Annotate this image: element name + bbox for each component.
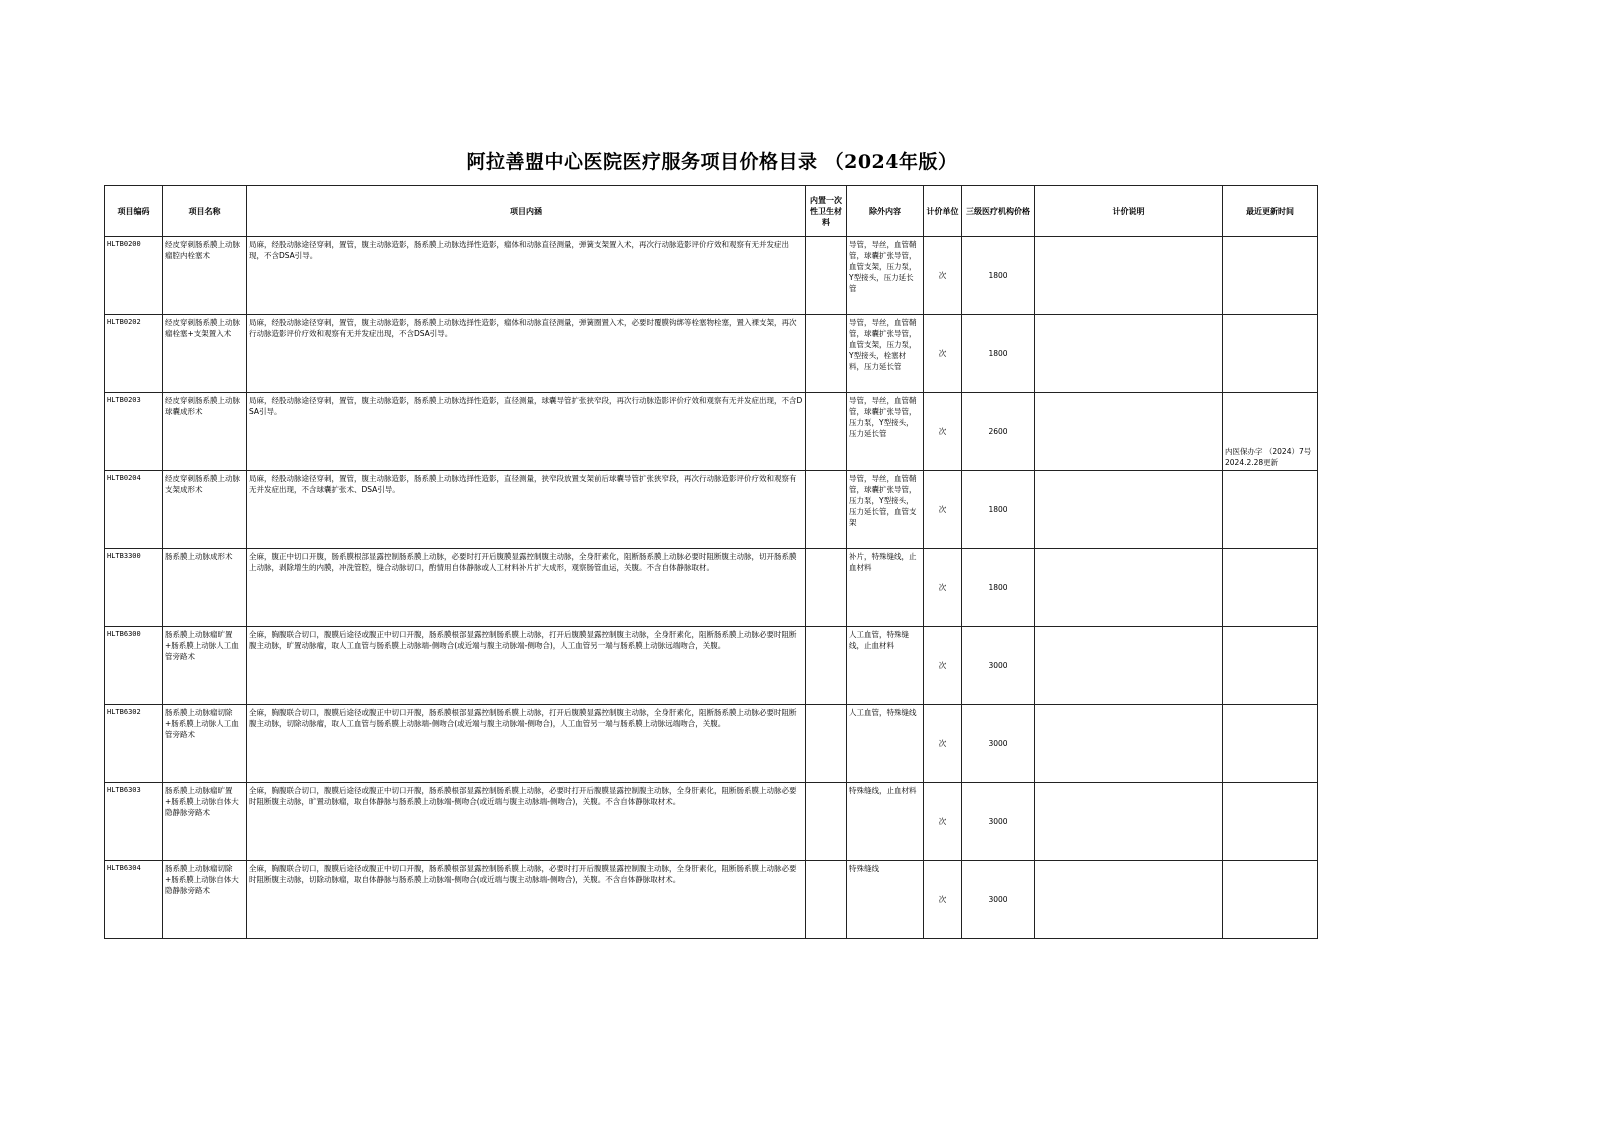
table-row [105, 705, 1318, 783]
table-row [105, 315, 1318, 393]
header-pricing-note: 计价说明 [1035, 186, 1223, 237]
cell-code: HLTB6304 [105, 861, 163, 939]
cell-updated [1223, 549, 1318, 627]
cell-code: HLTB0202 [105, 315, 163, 393]
cell-unit: 次 [924, 627, 962, 705]
cell-price: 2600 [962, 393, 1035, 471]
cell-content: 全麻，胸腹联合切口，腹膜后途径或腹正中切口开腹，肠系膜根部显露控制肠系膜上动脉，必要时打开后腹膜显露控制腹主动脉，全身肝素化，阻断肠系膜上动脉必要时阻断腹主动脉，旷置动脉瘤，取自体静脉与肠系膜上动脉端-侧吻合(或近端与腹主动脉端-侧吻合)，关腹。不含自体静脉取材术。 [247, 783, 806, 861]
cell-materials [806, 705, 847, 783]
cell-exclusions: 导管，导丝，血管鞘管，球囊扩张导管，压力泵，Y型接头，压力延长管 [847, 393, 924, 471]
cell-content: 全麻，胸腹联合切口，腹膜后途径或腹正中切口开腹，肠系膜根部显露控制肠系膜上动脉，打开后腹膜显露控制腹主动脉，全身肝素化，阻断肠系膜上动脉必要时阻断腹主动脉，旷置动脉瘤，取人工血管与肠系膜上动脉端-侧吻合(或近端与腹主动脉端-侧吻合)，人工血管另一端与肠系膜上动脉远端吻合，关腹。 [247, 627, 806, 705]
cell-price: 1800 [962, 315, 1035, 393]
cell-price: 3000 [962, 627, 1035, 705]
cell-exclusions: 人工血管，特殊缝线 [847, 705, 924, 783]
cell-unit: 次 [924, 549, 962, 627]
header-unit: 计价单位 [924, 186, 962, 237]
cell-content: 全麻，腹正中切口开腹，肠系膜根部显露控制肠系膜上动脉，必要时打开后腹膜显露控制腹主动脉，全身肝素化，阻断肠系膜上动脉必要时阻断腹主动脉，切开肠系膜上动脉，剥除增生的内膜，冲洗管腔，缝合动脉切口，酌情用自体静脉或人工材料补片扩大成形，观察肠管血运，关腹。不含自体静脉取材。 [247, 549, 806, 627]
cell-pricing-note [1035, 393, 1223, 471]
header-price: 三级医疗机构价格 [962, 186, 1035, 237]
table-row [105, 861, 1318, 939]
cell-updated [1223, 783, 1318, 861]
table-row [105, 237, 1318, 315]
cell-code: HLTB3300 [105, 549, 163, 627]
cell-updated [1223, 627, 1318, 705]
table-header-row [105, 186, 1318, 237]
cell-materials [806, 861, 847, 939]
cell-content: 全麻，胸腹联合切口，腹膜后途径或腹正中切口开腹，肠系膜根部显露控制肠系膜上动脉，打开后腹膜显露控制腹主动脉，全身肝素化，阻断肠系膜上动脉必要时阻断腹主动脉，切除动脉瘤，取人工血管与肠系膜上动脉端-侧吻合(或近端与腹主动脉端-侧吻合)，人工血管另一端与肠系膜上动脉远端吻合，关腹。 [247, 705, 806, 783]
cell-pricing-note [1035, 627, 1223, 705]
cell-name: 经皮穿刺肠系膜上动脉球囊成形术 [163, 393, 247, 471]
cell-name: 经皮穿刺肠系膜上动脉瘤腔内栓塞术 [163, 237, 247, 315]
cell-updated [1223, 237, 1318, 315]
cell-pricing-note [1035, 315, 1223, 393]
cell-exclusions: 导管，导丝，血管鞘管，球囊扩张导管，压力泵，Y型接头，压力延长管，血管支架 [847, 471, 924, 549]
cell-code: HLTB6300 [105, 627, 163, 705]
cell-updated [1223, 861, 1318, 939]
cell-price: 3000 [962, 783, 1035, 861]
cell-code: HLTB0200 [105, 237, 163, 315]
cell-pricing-note [1035, 471, 1223, 549]
cell-price: 1800 [962, 471, 1035, 549]
cell-code: HLTB0203 [105, 393, 163, 471]
cell-updated [1223, 315, 1318, 393]
table-row [105, 549, 1318, 627]
cell-price: 1800 [962, 237, 1035, 315]
cell-materials [806, 783, 847, 861]
cell-materials [806, 315, 847, 393]
cell-unit: 次 [924, 783, 962, 861]
table-row [105, 783, 1318, 861]
cell-materials [806, 393, 847, 471]
cell-name: 肠系膜上动脉瘤切除+肠系膜上动脉人工血管旁路术 [163, 705, 247, 783]
cell-updated [1223, 705, 1318, 783]
header-content: 项目内涵 [247, 186, 806, 237]
cell-materials [806, 549, 847, 627]
header-updated: 最近更新时间 [1223, 186, 1318, 237]
header-materials: 内置一次性卫生材料 [806, 186, 847, 237]
cell-content: 全麻，胸腹联合切口，腹膜后途径或腹正中切口开腹，肠系膜根部显露控制肠系膜上动脉，必要时打开后腹膜显露控制腹主动脉，全身肝素化，阻断肠系膜上动脉必要时阻断腹主动脉，切除动脉瘤，取自体静脉与肠系膜上动脉端-侧吻合(或近端与腹主动脉端-侧吻合)，关腹。不含自体静脉取材术。 [247, 861, 806, 939]
cell-pricing-note [1035, 705, 1223, 783]
cell-exclusions: 补片，特殊缝线，止血材料 [847, 549, 924, 627]
cell-name: 肠系膜上动脉瘤切除+肠系膜上动脉自体大隐静脉旁路术 [163, 861, 247, 939]
cell-code: HLTB0204 [105, 471, 163, 549]
cell-exclusions: 导管，导丝，血管鞘管，球囊扩张导管，血管支架，压力泵，Y型接头，栓塞材料，压力延长管 [847, 315, 924, 393]
cell-exclusions: 人工血管，特殊缝线，止血材料 [847, 627, 924, 705]
cell-unit: 次 [924, 237, 962, 315]
cell-unit: 次 [924, 705, 962, 783]
cell-exclusions: 特殊缝线 [847, 861, 924, 939]
cell-price: 3000 [962, 705, 1035, 783]
cell-unit: 次 [924, 471, 962, 549]
cell-pricing-note [1035, 549, 1223, 627]
cell-updated: 内医保办字 （2024）7号 2024.2.28更新 [1223, 393, 1318, 471]
cell-content: 局麻，经股动脉途径穿刺，置管，腹主动脉造影，肠系膜上动脉选择性造影，瘤体和动脉直径测量，弹簧支架置入术，再次行动脉造影评价疗效和观察有无并发症出现，不含DSA引导。 [247, 237, 806, 315]
cell-unit: 次 [924, 393, 962, 471]
cell-materials [806, 237, 847, 315]
cell-exclusions: 导管，导丝，血管鞘管，球囊扩张导管，血管支架，压力泵，Y型接头，压力延长管 [847, 237, 924, 315]
header-exclusions: 除外内容 [847, 186, 924, 237]
cell-name: 肠系膜上动脉成形术 [163, 549, 247, 627]
cell-updated [1223, 471, 1318, 549]
table-row [105, 471, 1318, 549]
price-catalog-table [104, 185, 1318, 939]
cell-content: 局麻，经股动脉途径穿刺，置管，腹主动脉造影，肠系膜上动脉选择性造影，直径测量，狭窄段放置支架前后球囊导管扩张狭窄段，再次行动脉造影评价疗效和观察有无并发症出现，不含球囊扩张术、DSA引导。 [247, 471, 806, 549]
cell-name: 经皮穿刺肠系膜上动脉支架成形术 [163, 471, 247, 549]
cell-unit: 次 [924, 861, 962, 939]
page-title: 阿拉善盟中心医院医疗服务项目价格目录 （2024年版） [466, 151, 958, 173]
cell-code: HLTB6303 [105, 783, 163, 861]
header-code: 项目编码 [105, 186, 163, 237]
cell-materials [806, 627, 847, 705]
table-row [105, 627, 1318, 705]
cell-unit: 次 [924, 315, 962, 393]
cell-exclusions: 特殊缝线，止血材料 [847, 783, 924, 861]
cell-materials [806, 471, 847, 549]
cell-name: 肠系膜上动脉瘤旷置+肠系膜上动脉人工血管旁路术 [163, 627, 247, 705]
cell-name: 经皮穿刺肠系膜上动脉瘤栓塞+支架置入术 [163, 315, 247, 393]
cell-code: HLTB6302 [105, 705, 163, 783]
cell-price: 1800 [962, 549, 1035, 627]
cell-content: 局麻，经股动脉途径穿刺，置管，腹主动脉造影，肠系膜上动脉选择性造影，直径测量，球囊导管扩张狭窄段，再次行动脉造影评价疗效和观察有无并发症出现，不含DSA引导。 [247, 393, 806, 471]
cell-pricing-note [1035, 861, 1223, 939]
cell-pricing-note [1035, 237, 1223, 315]
cell-content: 局麻，经股动脉途径穿刺，置管，腹主动脉造影，肠系膜上动脉选择性造影，瘤体和动脉直径测量，弹簧圈置入术，必要时覆膜钩绑等栓塞物栓塞，置入裸支架，再次行动脉造影评价疗效和观察有无并发症出现，不含DSA引导。 [247, 315, 806, 393]
cell-name: 肠系膜上动脉瘤旷置+肠系膜上动脉自体大隐静脉旁路术 [163, 783, 247, 861]
cell-price: 3000 [962, 861, 1035, 939]
table-row [105, 393, 1318, 471]
cell-pricing-note [1035, 783, 1223, 861]
header-name: 项目名称 [163, 186, 247, 237]
